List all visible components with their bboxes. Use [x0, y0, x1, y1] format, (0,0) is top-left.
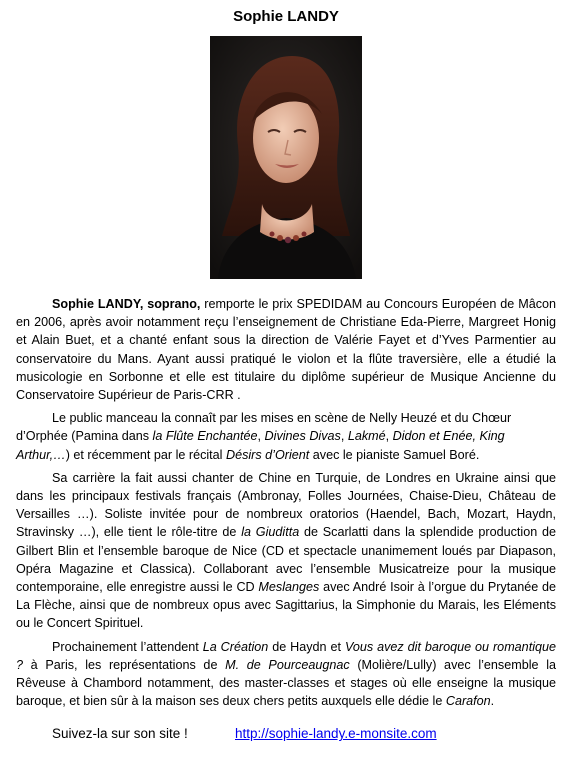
- footer: [52, 726, 437, 741]
- bio-paragraph-1: Sophie LANDY, soprano, remporte le prix SPEDIDAM au Concours Européen de Mâcon en 2006, après avoir notamment reçu l’enseignement de Christiane Eda-Pierre, Margreet Honig et Alain Buet, et a chanté enfant sous la direction de Valérie Fayet et d’Yves Parmentier au conservatoire du Mans. Ayant aussi pratiqué le violon et la flûte traversière, elle a étudié la musicologie en Sorbonne et elle est titulaire du diplôme supérieur de Musique Ancienne du Conservatoire Supérieur de Paris-CRR .: [16, 297, 557, 403]
- page-title: Sophie LANDY: [233, 8, 339, 25]
- bio-paragraph-4: Prochainement l’attendent La Création de Haydn et Vous avez dit baroque ou romantique ? à Paris, les représentations de M. de Pourceaugnac (Molière/Lully) avec l’ensemble la Rêveuse à Chambord notamment, des master-classes et stages où elle enseigne la musique baroque, et bien sûr à la maison ses deux chers petits auxquels elle dédie le Carafon.: [16, 639, 556, 709]
- bio-paragraph-2: Le public manceau la connaît par les mises en scène de Nelly Heuzé et du Chœur d’Orphée (Pamina dans la Flûte Enchantée, Divines Divas, Lakmé, Didon et Enée, King Arthur,…) et récemment par le récital Désirs d’Orient avec le pianiste Samuel Boré.: [16, 411, 512, 462]
- singer-name: Sophie LANDY, soprano,: [52, 297, 201, 311]
- portrait-photo: [210, 36, 362, 279]
- website-invite: Suivez-la sur son site !: [52, 726, 188, 741]
- website-link[interactable]: http://sophie-landy.e-monsite.com: [235, 726, 437, 741]
- bio-paragraph-3: Sa carrière la fait aussi chanter de Chine en Turquie, de Londres en Ukraine ainsi que dans les principaux festivals français (Ambronay, Folles Journées, Chaise-Dieu, Château de Versailles …). Soliste invitée pour de nombreux oratorios (Haendel, Bach, Mozart, Haydn, Stravinsky …), elle tient le rôle-titre de la Giuditta de Scarlatti dans la splendide production de Gilbert Blin et l’ensemble baroque de Nice (CD et spectacle unanimement loués par Diapason, Opéra Magazine et Classica). Collaborant avec l’ensemble Musicatreize pour la musique contemporaine, elle enregistre aussi le CD Meslanges avec André Isoir à l’orgue du Prytanée de La Flèche, ainsi que de nombreux opus avec Sagittarius, la Simphonie du Marais, les Eléments ou le Concert Spirituel.: [16, 470, 556, 631]
